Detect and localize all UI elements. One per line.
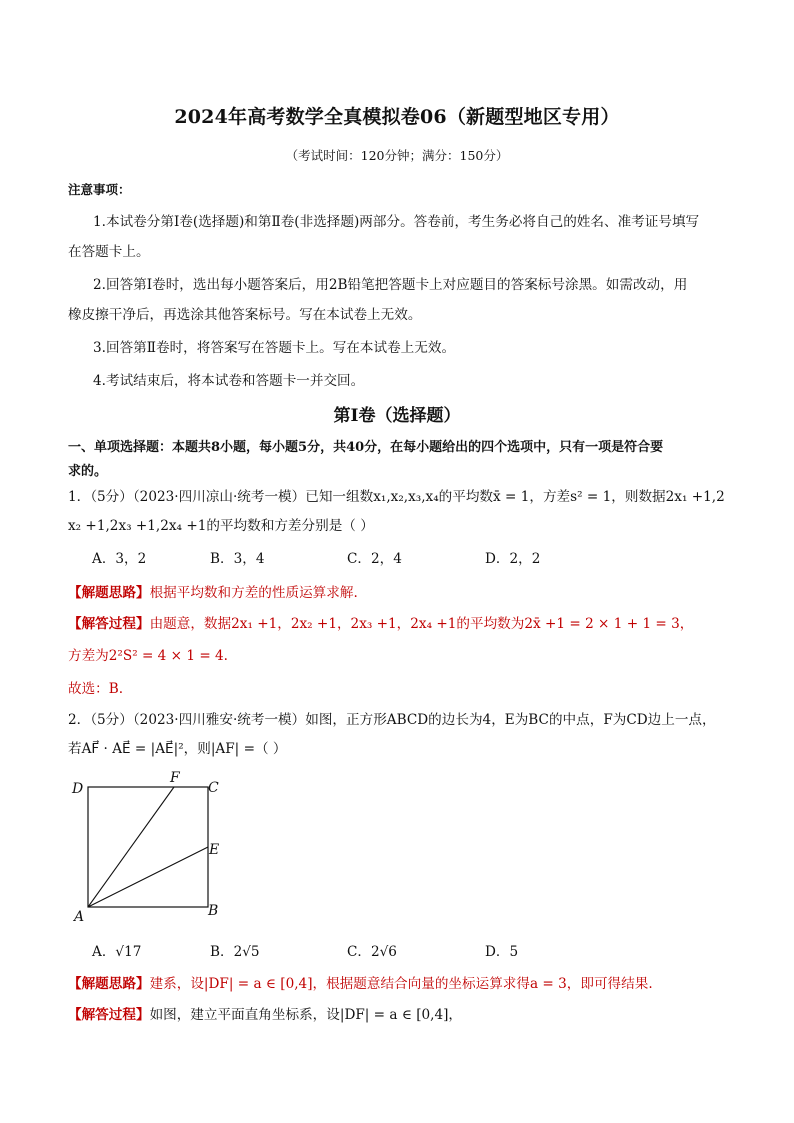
q1-hint-label: 【解题思路】 xyxy=(68,585,150,601)
label-b: B xyxy=(208,903,219,919)
q1-option-b: B．3，4 xyxy=(210,551,265,567)
q2-option-a: A．√17 xyxy=(92,944,142,960)
notice-item-4: 4.考试结束后，将本试卷和答题卡一并交回。 xyxy=(93,373,365,389)
notice-item-2-line-2: 橡皮擦干净后，再选涂其他答案标号。写在本试卷上无效。 xyxy=(68,307,422,323)
notice-heading: 注意事项： xyxy=(68,182,131,197)
section-1-instructions: 一、单项选择题：本题共8小题，每小题5分，共40分，在每小题给出的四个选项中，只有一项是符合要 xyxy=(68,440,664,455)
q1-process-line-2: 方差为2²S² = 4 × 1 = 4. xyxy=(68,648,229,664)
label-a: A xyxy=(74,909,85,925)
page-title: 2024年高考数学全真模拟卷06（新题型地区专用） xyxy=(174,106,620,128)
square-figure xyxy=(66,765,236,925)
exam-duration-note: （考试时间：120分钟；满分：150分） xyxy=(285,148,509,163)
q1-process xyxy=(68,612,693,632)
q2-process xyxy=(68,1003,462,1023)
q2-process-label: 【解答过程】 xyxy=(68,1007,150,1023)
q1-hint xyxy=(68,581,358,601)
notice-item-1-line-1: 1.本试卷分第Ⅰ卷(选择题)和第Ⅱ卷(非选择题)两部分。答卷前，考生务必将自己的姓名、准考证号填写 xyxy=(93,214,700,230)
q2-hint xyxy=(68,972,653,992)
section-1-title: 第Ⅰ卷（选择题） xyxy=(333,406,461,426)
segment-af xyxy=(88,787,174,907)
notice-item-1-line-2: 在答题卡上。 xyxy=(68,244,150,260)
q2-option-c: C．2√6 xyxy=(347,944,397,960)
q2-option-b: B．2√5 xyxy=(210,944,260,960)
notice-item-3: 3.回答第Ⅱ卷时，将答案写在答题卡上。写在本试卷上无效。 xyxy=(93,340,456,356)
q1-process-label: 【解答过程】 xyxy=(68,616,150,632)
section-1-instructions-line-2: 求的。 xyxy=(68,464,108,479)
label-c: C xyxy=(208,780,219,796)
square-abcd xyxy=(88,787,208,907)
q1-option-a: A．3，2 xyxy=(92,551,147,567)
label-d: D xyxy=(72,781,84,797)
q2-process-text: 如图，建立平面直角坐标系，设|DF| = a ∈ [0,4]， xyxy=(149,1007,463,1023)
q1-stem-line-2: x₂ +1,2x₃ +1,2x₄ +1的平均数和方差分别是（ ） xyxy=(68,518,374,534)
notice-item-2-line-1: 2.回答第Ⅰ卷时，选出每小题答案后，用2B铅笔把答题卡上对应题目的答案标号涂黑。如需改动，用 xyxy=(93,277,688,293)
q1-answer: 故选：B. xyxy=(68,681,124,697)
q1-option-d: D．2，2 xyxy=(485,551,541,567)
q2-option-d: D．5 xyxy=(485,944,519,960)
q2-hint-label: 【解题思路】 xyxy=(68,976,150,992)
segment-ae xyxy=(88,847,208,907)
q1-option-c: C．2，4 xyxy=(347,551,402,567)
q2-stem-line-2: 若AF⃗ · AE⃗ = |AE⃗|²，则|AF| =（ ） xyxy=(68,741,287,757)
label-f: F xyxy=(170,770,180,786)
q2-hint-text: 建系，设|DF| = a ∈ [0,4]，根据题意结合向量的坐标运算求得a = 3，即可得结果. xyxy=(149,976,653,992)
q2-stem-line-1: 2．（5分）（2023·四川雅安·统考一模）如图，正方形ABCD的边长为4，E为BC的中点，F为CD边上一点， xyxy=(68,712,716,728)
q1-stem-line-1: 1．（5分）（2023·四川凉山·统考一模）已知一组数x₁,x₂,x₃,x₄的平均数x̄ = 1，方差s² = 1，则数据2x₁ +1,2 xyxy=(68,489,725,505)
label-e: E xyxy=(209,842,220,858)
q1-process-text: 由题意，数据2x₁ +1，2x₂ +1，2x₃ +1，2x₄ +1的平均数为2x̄ +1 = 2 × 1 + 1 = 3， xyxy=(149,616,694,632)
q1-hint-text: 根据平均数和方差的性质运算求解. xyxy=(149,585,358,601)
